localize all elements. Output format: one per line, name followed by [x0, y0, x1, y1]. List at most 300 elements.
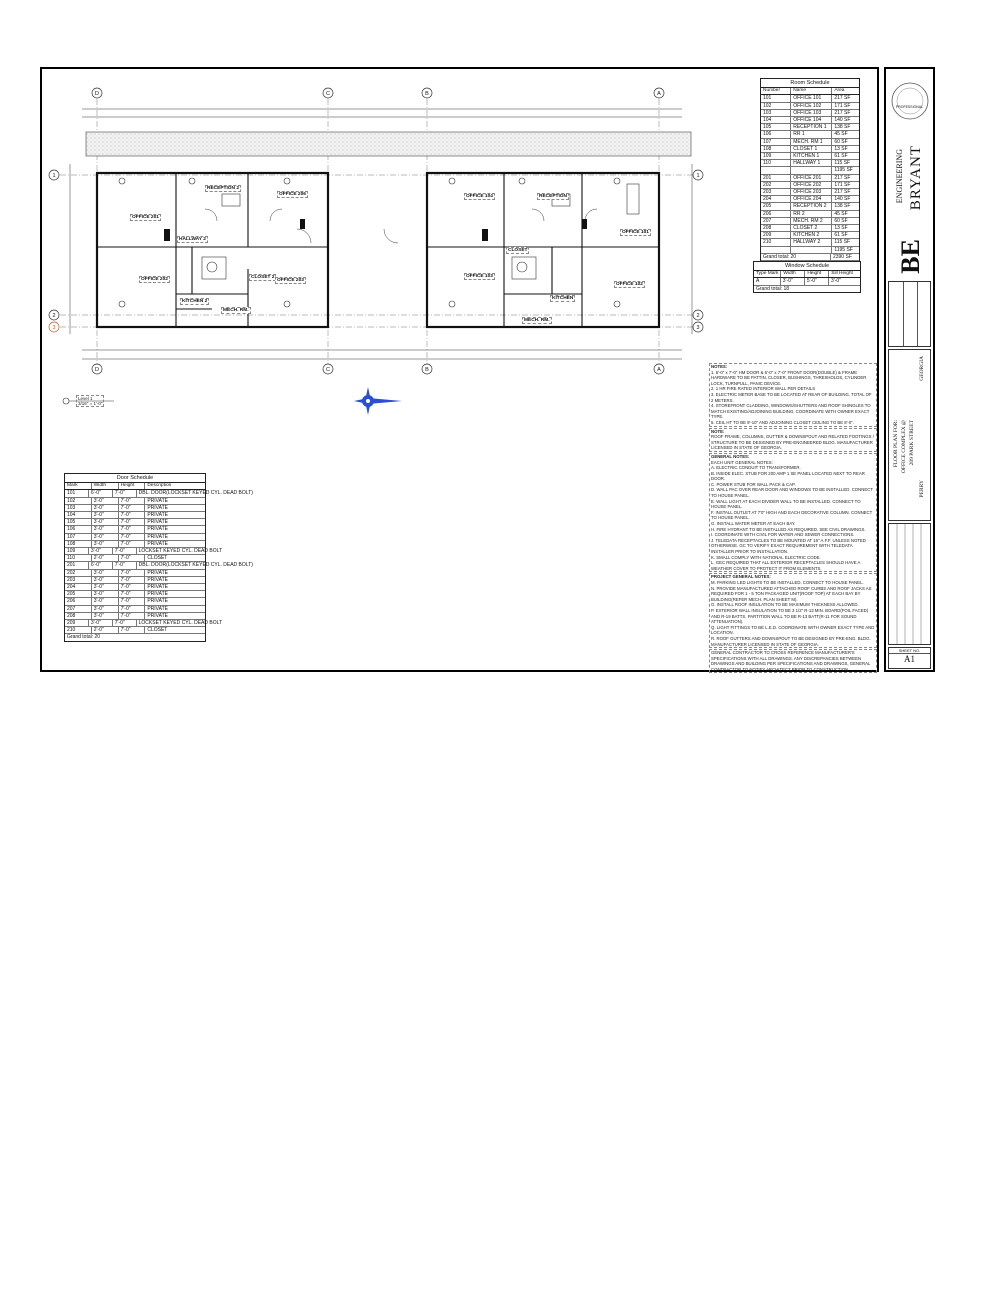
- grid-label-3-right: 3: [696, 325, 700, 331]
- revision-grid: [889, 524, 932, 644]
- cell: 110: [65, 555, 92, 561]
- room-label: RECEPTION: [539, 194, 567, 199]
- table-row: [761, 225, 859, 232]
- cell: 7'-0": [119, 512, 146, 518]
- cell: OFFICE 102: [791, 103, 832, 109]
- cell: 110: [761, 160, 791, 166]
- table-row: [761, 239, 859, 246]
- cell: 101: [65, 490, 89, 496]
- project-label: FLOOR PLAN FOR:: [893, 420, 899, 468]
- cell: 210: [65, 627, 92, 633]
- note-item: E. WALL LIGHT AT EACH DIVIDER WALL TO BE INSTALLED. CONNECT TO HOUSE PANEL.: [711, 498, 861, 510]
- firm-name: BRYANT: [908, 145, 924, 211]
- col-height: Height: [805, 271, 829, 277]
- cell: 1195 SF: [834, 167, 853, 174]
- window-schedule-header: [754, 271, 860, 278]
- cell: 7'-0": [119, 598, 146, 604]
- firm-logo: [888, 139, 931, 279]
- cell: 106: [761, 131, 791, 137]
- room-label: MECH. RM.: [524, 318, 550, 323]
- table-row: [761, 218, 859, 225]
- cell: 115 SF: [834, 239, 851, 246]
- notes-block: [709, 363, 877, 672]
- room-label: MECH. RM.: [223, 308, 249, 313]
- door-schedule-title: Door Schedule: [65, 474, 205, 483]
- grid-label-b: B: [425, 91, 429, 97]
- cell: PRIVATE: [147, 584, 168, 591]
- table-row: [65, 613, 205, 620]
- room-label: CLOSET 2: [251, 275, 275, 280]
- cell: 203: [761, 189, 791, 195]
- cell: [791, 167, 832, 173]
- cell: 6'-0": [89, 490, 113, 496]
- col-mark: Mark: [65, 483, 92, 489]
- window-schedule-title: Window Schedule: [754, 262, 860, 271]
- table-row: [761, 103, 859, 110]
- cell: KITCHEN 2: [791, 232, 832, 238]
- table-row: [65, 519, 205, 526]
- cell: 3'-0": [92, 505, 119, 511]
- table-row: [761, 139, 859, 146]
- cell: 7'-0": [113, 548, 137, 554]
- room-label: OFFICE 101: [622, 230, 649, 235]
- col-area: Area: [834, 88, 845, 94]
- room-label: OFFICE 201: [132, 215, 159, 220]
- cell: 210: [761, 239, 791, 245]
- cell: 13 SF: [834, 145, 848, 152]
- cell: PRIVATE: [147, 605, 168, 612]
- room-label: KITCHEN: [552, 296, 574, 301]
- cell: 140 SF: [834, 117, 851, 124]
- cell: 104: [761, 117, 791, 123]
- cell: 7'-0": [119, 519, 146, 525]
- cell: 6'-0": [89, 562, 113, 568]
- cell: OFFICE 204: [791, 196, 832, 202]
- cell: 7'-0": [113, 620, 137, 626]
- door-schedule-body: [65, 490, 253, 634]
- cell: PRIVATE: [147, 504, 168, 511]
- table-row: [65, 512, 205, 519]
- door-schedule-total-label: Grand total: 20: [67, 634, 101, 641]
- cell: 107: [761, 139, 791, 145]
- cell: 208: [761, 225, 791, 231]
- door-schedule-header: [65, 483, 205, 490]
- sheet-no: A1: [904, 654, 915, 664]
- table-row: [65, 548, 223, 555]
- cell: 60 SF: [834, 138, 848, 145]
- cell: A: [754, 278, 781, 284]
- cell: 103: [65, 505, 92, 511]
- cell: 217 SF: [834, 109, 851, 116]
- table-row: [65, 526, 205, 533]
- room-label: OFFICE 103: [466, 274, 493, 279]
- cell: 1195 SF: [834, 246, 853, 253]
- cell: 217 SF: [834, 95, 851, 102]
- cell: OFFICE 103: [791, 110, 832, 116]
- cell: 201: [65, 562, 89, 568]
- cell: 3'-0": [92, 498, 119, 504]
- cell: 203: [65, 577, 92, 583]
- cell: RECEPTION 1: [791, 124, 832, 130]
- table-row: [65, 555, 205, 562]
- cell: PRIVATE: [147, 519, 168, 526]
- cell: 207: [65, 606, 92, 612]
- cell: 7'-0": [119, 577, 146, 583]
- col-description: Description: [147, 483, 172, 489]
- cell: 105: [761, 124, 791, 130]
- cell: CLOSET 1: [791, 146, 832, 152]
- cell: 106: [65, 526, 92, 532]
- cell: 45 SF: [834, 131, 848, 138]
- table-row: [761, 189, 859, 196]
- sheet-no-label: SHEET NO.: [889, 648, 930, 654]
- table-row: [761, 160, 859, 167]
- cell: 205: [65, 591, 92, 597]
- table-row: [65, 505, 205, 512]
- col-type-mark: Type Mark: [754, 271, 781, 277]
- title-block: [884, 67, 935, 672]
- cell: 3'-0": [92, 570, 119, 576]
- cell: 3'-0": [92, 606, 119, 612]
- table-row: [65, 498, 205, 505]
- project-address: 209 PARK STREET: [909, 420, 915, 466]
- cell: RR 1: [791, 131, 832, 137]
- cell: 207: [761, 218, 791, 224]
- col-sill-height: Sill Height: [831, 271, 853, 277]
- project-title-cell: [888, 349, 931, 521]
- grid-label-2-right: 2: [696, 313, 700, 319]
- seal-icon: [888, 71, 931, 135]
- room-schedule: [760, 78, 860, 262]
- cell: PRIVATE: [147, 591, 168, 598]
- cell: 217 SF: [834, 189, 851, 196]
- cell: [761, 247, 791, 253]
- note-item: 5. CEIL HT TO BE 9'-10" AND ADJOINING CLOSET CEILING TO BE 8'-0".: [711, 419, 855, 425]
- cell: 7'-0": [119, 534, 146, 540]
- cell: 209: [65, 620, 89, 626]
- notes-footer: GENERAL CONTRACTOR TO CROSS REFERENCE MANUFACTURER'S SPECIFICATIONS WITH ALL DRAWINGS. ANY DISCREPANCIES BETWEEN DRAWINGS AND BUILDING PER SPECIFICATIONS AND DRAWINGS, GENERAL CONTRACTOR TO NOTIFY ARCHITECT PRIOR TO CONSTRUCTION.: [709, 649, 877, 673]
- cell: 171 SF: [834, 102, 851, 109]
- seal-text: PROFESSIONAL: [895, 105, 924, 109]
- grid-label-d-bottom: D: [95, 367, 99, 373]
- room-label: OFFICE 206: [279, 192, 306, 197]
- col-width: Width: [781, 271, 805, 277]
- note-item: L. GEC REQUIRED THAT ALL EXTERIOR RECEPTACLES SHOULD HAVE A WEATHER COVER TO PROTECT IT FROM ELEMENTS.: [711, 560, 861, 571]
- note-item: 4. STOREFRONT CLADDING, WINDOWS/SHUTTERS AND ROOF SHINGLES TO MATCH EXISTING/ADJOINING BUILDING. COORDINATE WITH OWNER EXACT TYPE.: [711, 403, 871, 420]
- cell: LOCKSET KEYED CYL. DEAD BOLT: [138, 548, 223, 555]
- table-row: [761, 153, 859, 160]
- project-notes-title: PROJECT GENERAL NOTES:: [711, 574, 771, 580]
- room-schedule-header: [761, 88, 859, 95]
- table-row: [65, 598, 205, 605]
- cell: 205: [761, 203, 791, 209]
- cell: 3'-0": [92, 577, 119, 583]
- general-notes-title: GENERAL NOTES:: [711, 453, 750, 459]
- engineer-seal: [888, 71, 931, 137]
- table-row: [65, 606, 205, 613]
- cell: PRIVATE: [147, 533, 168, 540]
- cell: 3'-0": [831, 278, 841, 285]
- cell: PRIVATE: [147, 598, 168, 605]
- cell: 7'-0": [119, 498, 146, 504]
- table-row: [761, 124, 859, 131]
- door-schedule-total: [65, 634, 205, 640]
- project-state: GEORGIA: [919, 356, 925, 381]
- firm-sub: ENGINEERING: [895, 149, 904, 204]
- room-label: RECEPTION 2: [207, 186, 239, 191]
- cell: 3'-0": [89, 620, 113, 626]
- cell: KITCHEN 1: [791, 153, 832, 159]
- note-item: 3. ELECTRIC METER BASE TO BE LOCATED AT REAR OF BUILDING. TOTAL OF 2 METERS.: [711, 391, 872, 403]
- room-schedule-total: [761, 254, 859, 261]
- cell: CLOSET: [147, 627, 168, 634]
- cell: [791, 247, 832, 253]
- cell: 108: [761, 146, 791, 152]
- note-item: H. FIRE HYDRANT TO BE INSTALLED AS REQUIRED. SEE CIVIL DRAWINGS.: [711, 526, 866, 532]
- cell: 115 SF: [834, 160, 851, 167]
- door-schedule: [64, 473, 253, 642]
- cell: 109: [65, 548, 89, 554]
- cell: 217 SF: [834, 174, 851, 181]
- cell: 7'-0": [119, 526, 146, 532]
- grid-label-a: A: [657, 91, 661, 97]
- cell: 2'-0": [92, 627, 119, 633]
- note-item: P. EXTERIOR WALL INSULATION TO BE 3 1/2" R-13 MIN. BOARD(FOIL FACED) AND R-19 BATTS. PARTITION WALL TO BE R-13 BATT(R-11 FOR SOUND ATTENUATION).: [711, 607, 869, 625]
- level-name: Level 1: [78, 396, 93, 401]
- table-row: [65, 627, 205, 634]
- room-schedule-body: [761, 95, 859, 253]
- cell: 3'-0": [92, 534, 119, 540]
- table-row: [761, 196, 859, 203]
- cell: PRIVATE: [147, 512, 168, 519]
- cell: 45 SF: [834, 210, 848, 217]
- table-row: [65, 541, 205, 548]
- cell: 3'-0": [92, 526, 119, 532]
- table-row: [761, 247, 859, 254]
- cell: 7'-0": [119, 505, 146, 511]
- grid-label-2: 2: [52, 313, 56, 319]
- cell: 3'-0": [92, 512, 119, 518]
- note2-text: ROOF FRAME, COLUMNS, GUTTER & DOWNSPOUT AND RELATED FOOTINGS / STRUCTURE TO BE DESIGNED BY PRE-ENGINEERED BLDG. MANUFACTURER LICENSED IN STATE OF GEORGIA.: [711, 434, 874, 451]
- note-item: 2. 1 HR FIRE RATED INTERIOR WALL PER DETAILS: [711, 386, 816, 392]
- cell: PRIVATE: [147, 612, 168, 619]
- cell: 171 SF: [834, 181, 851, 188]
- sheet-number-cell: [888, 647, 931, 669]
- cell: 202: [65, 570, 92, 576]
- notes-title: NOTES:: [711, 364, 728, 369]
- drawing-sheet: [40, 67, 879, 672]
- cell: 7'-0": [113, 490, 137, 496]
- cell: 206: [65, 598, 92, 604]
- cell: HALLWAY 2: [791, 239, 832, 245]
- table-row: [761, 117, 859, 124]
- note-item: M. PARKING LED LIGHTS TO BE INSTALLED. CONNECT TO HOUSE PANEL.: [711, 579, 864, 585]
- cell: 102: [761, 103, 791, 109]
- cell: 61 SF: [834, 153, 848, 160]
- cell: RECEPTION 2: [791, 203, 832, 209]
- table-row: [761, 146, 859, 153]
- room-label: KITCHEN 2: [182, 299, 208, 304]
- cell: 7'-0": [119, 591, 146, 597]
- cell: MECH. RM 2: [791, 218, 832, 224]
- table-row: [761, 95, 859, 102]
- cell: 3'-0": [92, 613, 119, 619]
- cell: 138 SF: [834, 124, 851, 131]
- cell: 7'-0": [119, 584, 146, 590]
- cell: PRIVATE: [147, 540, 168, 547]
- note2-title: NOTE:: [711, 428, 725, 434]
- cell: OFFICE 104: [791, 117, 832, 123]
- cell: 108: [65, 541, 92, 547]
- north-arrow-icon: [354, 387, 402, 415]
- cell: 7'-0": [119, 541, 146, 547]
- front-walkway: [86, 132, 691, 156]
- general-notes-list: [711, 465, 875, 571]
- table-row: [65, 534, 205, 541]
- note-item: B. INSIDE ELEC. STUB FOR 200 AMP 1 SE PANEL LOCATED NEXT TO REAR DOOR.: [711, 470, 865, 482]
- cell: OFFICE 201: [791, 175, 832, 181]
- cell: 3'-0": [781, 278, 805, 284]
- table-row: [65, 620, 223, 627]
- table-row: [65, 591, 205, 598]
- cell: 7'-0": [119, 627, 146, 633]
- cell: 105: [65, 519, 92, 525]
- cell: 204: [761, 196, 791, 202]
- col-height: Height: [119, 483, 146, 489]
- table-row: [65, 577, 205, 584]
- table-row: [761, 175, 859, 182]
- cell: 201: [761, 175, 791, 181]
- cell: HALLWAY 1: [791, 160, 832, 166]
- cell: 3'-0": [89, 548, 113, 554]
- revision-block: [888, 523, 931, 645]
- col-number: Number: [761, 88, 791, 94]
- cell: 7'-0": [119, 613, 146, 619]
- cell: 202: [761, 182, 791, 188]
- grid-label-b-bottom: B: [425, 367, 429, 373]
- drawing-scale: 3/16" = 1'-0": [78, 401, 103, 406]
- table-row: [761, 232, 859, 239]
- grid-label-1-right: 1: [696, 173, 700, 179]
- notes-list: [711, 370, 875, 426]
- cell: DBL. DOOR(LOCKSET KEYED CYL. DEAD BOLT): [138, 562, 253, 569]
- grid-label-a-bottom: A: [657, 367, 661, 373]
- note-item: J. TELEDATA RECEPTACLES TO BE MOUNTED AT 16" A.F.F. UNLESS NOTED OTHERWISE. GC TO VERIFY EXACT REQUIREMENT WITH TELEDATA INSTALLER PRIOR TO INSTALLATION.: [711, 537, 866, 554]
- cell: DBL. DOOR(LOCKSET KEYED CYL. DEAD BOLT): [138, 490, 253, 497]
- cell: 7'-0": [119, 606, 146, 612]
- note-item: O. INSTALL ROOF INSULATION TO BE MAXIMUM THICKNESS ALLOWED.: [711, 602, 859, 608]
- logo-letters: BE: [896, 239, 925, 274]
- cell: 3'-0": [92, 519, 119, 525]
- room-label: HALLWAY 2: [179, 237, 206, 242]
- window-schedule-total-label: Grand total: 18: [756, 285, 790, 292]
- cell: [761, 167, 791, 173]
- note-item: K. SMALL COMPLY WITH NATIONAL ELECTRIC CODE.: [711, 554, 821, 560]
- cell: 209: [761, 232, 791, 238]
- project-info-grid: [888, 281, 931, 347]
- note-item: N. PROVIDE MANUFACTURED ATTACHED ROOF CURBS AND ROOF JACKS AS REQUIRED FOR 1 - 5 TON PACKAGED UNIT(ROOF TOP) AT EACH BAY BY BUILDING(REFER MECH. PLAN SHEET M).: [711, 585, 872, 602]
- project-notes-list: [711, 580, 875, 647]
- cell: 101: [761, 95, 791, 101]
- window-schedule-total: [754, 286, 860, 292]
- room-label: OFFICE 102: [616, 282, 643, 287]
- cell: 104: [65, 512, 92, 518]
- cell: PRIVATE: [147, 497, 168, 504]
- table-row: [761, 211, 859, 218]
- cell: 103: [761, 110, 791, 116]
- cell: LOCKSET KEYED CYL. DEAD BOLT: [138, 620, 223, 627]
- room-label: OFFICE 104: [466, 194, 493, 199]
- cell: 140 SF: [834, 196, 851, 203]
- cell: CLOSET 2: [791, 225, 832, 231]
- cell: 7'-0": [119, 555, 146, 561]
- cell: PRIVATE: [147, 576, 168, 583]
- cell: OFFICE 101: [791, 95, 832, 101]
- window-schedule: [753, 261, 861, 293]
- project-name: OFFICE COMPLEX @: [901, 420, 907, 474]
- note-item: D. WALL PAC OVER REAR DOOR AND WINDOWS TO BE INSTALLED. CONNECT TO HOUSE PANEL.: [711, 487, 873, 499]
- note-item: 1. 6'-0" x 7'-0" HM DOOR & 6'-0" x 7'-0" FRONT DOOR(DOUBLE) & FRAME HARDWARE TO BE PATTIN, CLOSER, BUSHINGS, THRESHOLDS, CYLINDER LOCK, TURNPULL, PANIC DEVICE.: [711, 369, 867, 386]
- grid-label-c: C: [326, 91, 330, 97]
- cell: 60 SF: [834, 217, 848, 224]
- note-item: G. INSTALL WATER METER AT EACH BAY.: [711, 521, 796, 527]
- grid-label-c-bottom: C: [326, 367, 330, 373]
- cell: 138 SF: [834, 203, 851, 210]
- cell: 7'-0": [119, 570, 146, 576]
- note-item: F. INSTALL OUTLET AT 7'0" HIGH AND EACH DECORATIVE COLUMN. CONNECT TO HOUSE PANEL.: [711, 509, 873, 521]
- grid-label-1: 1: [52, 173, 56, 179]
- level-tag: [76, 395, 104, 407]
- general-notes-sub: EACH UNIT GENERAL NOTES:: [711, 459, 773, 465]
- cell: 102: [65, 498, 92, 504]
- door-swings: [205, 209, 597, 243]
- cell: OFFICE 202: [791, 182, 832, 188]
- grid-label-3: 3: [52, 325, 56, 331]
- room-schedule-title: Room Schedule: [761, 79, 859, 88]
- project-city: PERRY: [919, 480, 925, 498]
- room-schedule-total-label: Grand total: 20: [761, 254, 831, 260]
- room-schedule-total-area: 2390 SF: [832, 253, 852, 260]
- cell: 3'-0": [92, 541, 119, 547]
- note-item: A. ELECTRIC CONDUIT TO TRANSFORMER.: [711, 465, 801, 471]
- cell: 3'-0": [92, 584, 119, 590]
- table-row: [761, 131, 859, 138]
- room-label: OFFICE 202: [141, 277, 168, 282]
- table-row: [761, 203, 859, 210]
- cell: 109: [761, 153, 791, 159]
- cell: PRIVATE: [147, 526, 168, 533]
- cell: 13 SF: [834, 225, 848, 232]
- room-label: OFFICE 203: [277, 278, 304, 283]
- cell: 3'-0": [92, 591, 119, 597]
- table-row: [65, 570, 205, 577]
- table-row: [65, 490, 253, 497]
- col-width: Width: [92, 483, 119, 489]
- note-item: I. COORDINATE WITH CIVIL FOR WATER AND SEWER CONNECTIONS.: [711, 532, 855, 538]
- table-row: [761, 110, 859, 117]
- grid-bubbles: [49, 88, 703, 374]
- table-row: [761, 182, 859, 189]
- cell: RR 2: [791, 211, 832, 217]
- cell: 107: [65, 534, 92, 540]
- table-row: [65, 562, 253, 569]
- cell: PRIVATE: [147, 569, 168, 576]
- cell: 208: [65, 613, 92, 619]
- table-row: [65, 584, 205, 591]
- cell: 204: [65, 584, 92, 590]
- room-label: CLOSET: [508, 248, 528, 253]
- cell: MECH. RM 1: [791, 139, 832, 145]
